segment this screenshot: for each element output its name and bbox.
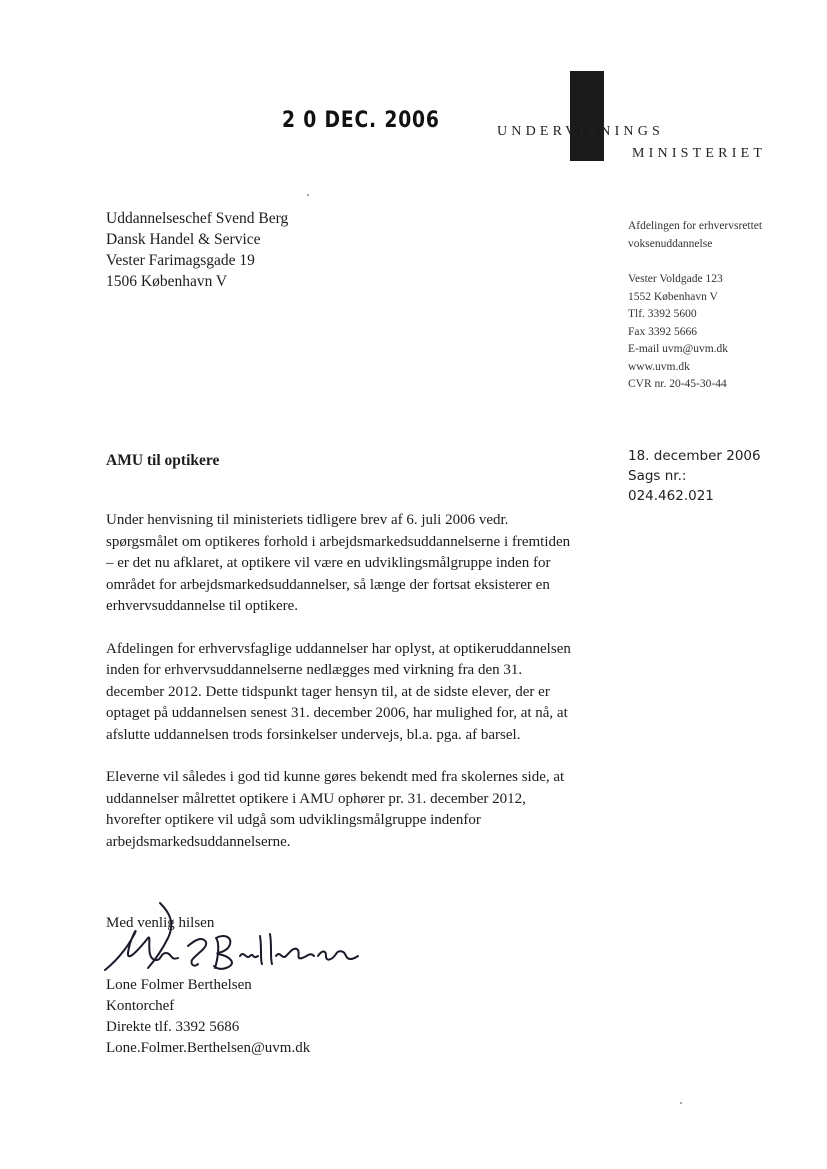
recipient-address: [106, 208, 288, 292]
sender-fax: Fax 3392 5666: [628, 325, 697, 338]
recipient-line: 1506 København V: [106, 273, 228, 290]
signer-title: Kontorchef: [106, 998, 175, 1014]
sender-cvr: CVR nr. 20-45-30-44: [628, 378, 727, 390]
ministry-logo-bar: [570, 71, 604, 161]
recipient-line: Dansk Handel & Service: [106, 231, 261, 248]
closing-phrase: Med venlig hilsen: [106, 915, 215, 931]
letter-date: 18. december 2006: [628, 448, 761, 464]
scan-speck: [680, 1102, 682, 1104]
case-label: Sags nr.:: [628, 468, 687, 484]
sender-address-line: Vester Voldgade 123: [628, 273, 723, 285]
recipient-line: Uddannelseschef Svend Berg: [106, 210, 289, 227]
ministry-logo-line2: MINISTERIET: [632, 146, 767, 161]
signer-name: Lone Folmer Berthelsen: [106, 977, 252, 993]
sender-email: E-mail uvm@uvm.dk: [628, 343, 729, 355]
sender-phone: Tlf. 3392 5600: [628, 308, 697, 320]
body-paragraph: Eleverne vil således i god tid kunne gøres bekendt med fra skolernes side, at uddannelser målrettet optikere i AMU ophører pr. 31. december 2012, hvorefter optikere vil udgå som udviklingsmålgruppe indenfor arbejdsmarkedsuddannelserne.: [106, 769, 565, 850]
scan-speck: [307, 194, 309, 196]
sender-info: [628, 218, 762, 394]
body-paragraph: Afdelingen for erhvervsfaglige uddannelser har oplyst, at optikeruddannelsen inden for erhvervsuddannelserne nedlægges med virkning fra den 31. december 2012. Dette tidspunkt tager hensyn til, at de sidste elever, der er optaget på uddannelsen senest 31. december 2006, har mulighed for, at nå, at afslutte uddannelsen trods forsinkelser undervejs, bl.a. pga. af barsel.: [106, 640, 571, 743]
signer-phone: Direkte tlf. 3392 5686: [106, 1019, 240, 1035]
sender-website: www.uvm.dk: [628, 360, 690, 373]
case-number: 024.462.021: [628, 488, 714, 504]
signer-email: Lone.Folmer.Berthelsen@uvm.dk: [106, 1040, 311, 1056]
recipient-line: Vester Farimagsgade 19: [106, 252, 255, 269]
letter-meta: [628, 446, 761, 506]
signer-block: [106, 975, 310, 1059]
sender-department: voksenuddannelse: [628, 237, 713, 250]
sender-address-line: 1552 København V: [628, 290, 718, 303]
sender-department: Afdelingen for erhvervsrettet: [628, 220, 763, 232]
ministry-logo-line1: UNDERVISNINGS: [497, 124, 665, 139]
body-paragraph: Under henvisning til ministeriets tidligere brev af 6. juli 2006 vedr. spørgsmålet om optikeres forhold i arbejdsmarkedsuddannelserne i fremtiden – er det nu afklaret, at optikere vil være en udviklingsmålgruppe inden for området for arbejdsmarkedsuddannelser, så længe der fortsat eksisterer en erhvervsuddannelse til optikere.: [106, 512, 571, 614]
letter-subject: AMU til optikere: [106, 452, 220, 469]
letter-body: [106, 510, 576, 874]
received-date-stamp: 2 0 DEC. 2006: [282, 108, 440, 133]
handwritten-signature: [100, 898, 370, 978]
